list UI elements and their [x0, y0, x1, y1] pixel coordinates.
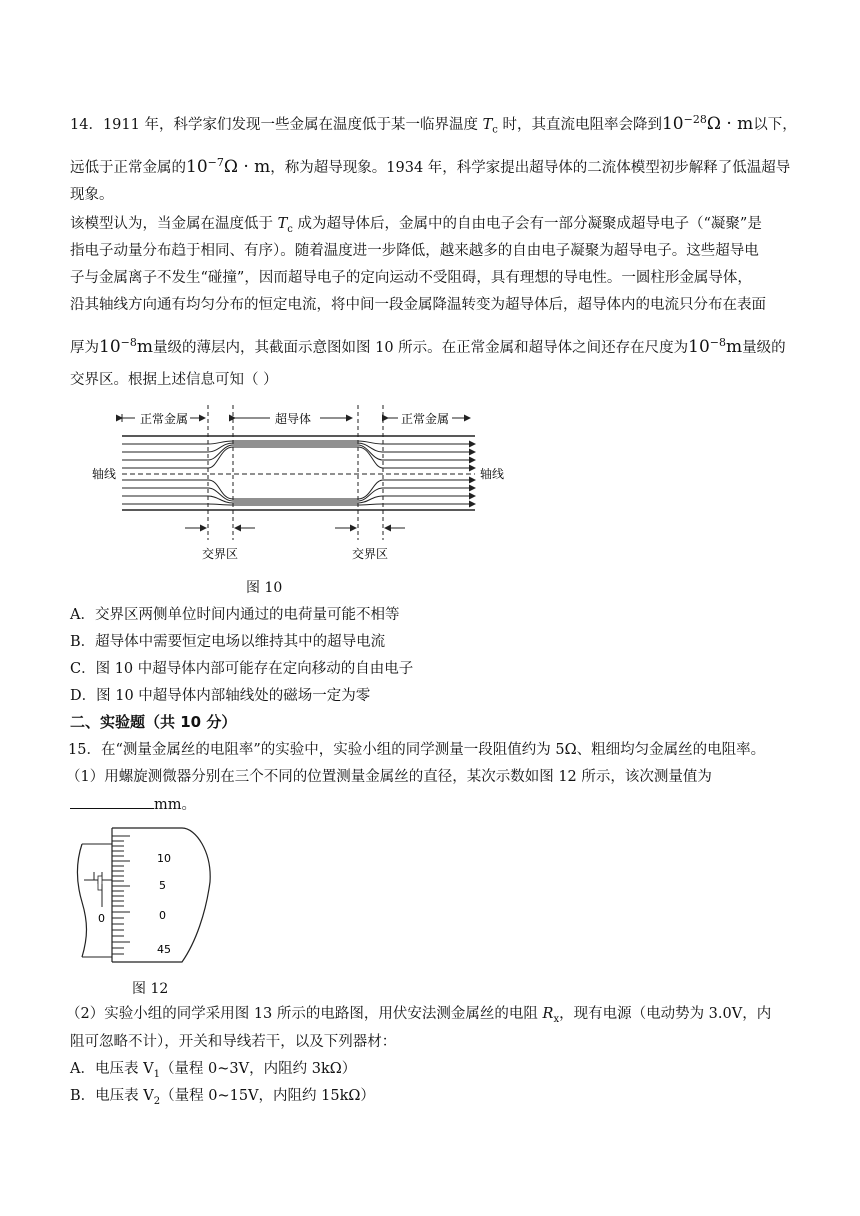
figure-10-caption: 图 10	[246, 580, 283, 596]
text: 远低于正常金属的	[70, 159, 186, 176]
q14-line-7: 沿其轴线方向通有均匀分布的恒定电流，将中间一段金属降温转变为超导体后，超导体内的电流只分布在表面	[70, 297, 766, 313]
q14-line-8	[70, 333, 786, 358]
power-base: 10	[688, 336, 710, 357]
answer-blank[interactable]	[70, 794, 154, 809]
tc-sub: c	[492, 124, 498, 136]
option-b: B．超导体中需要恒定电场以维持其中的超导电流	[70, 634, 386, 650]
text: ，称为超导现象。1934 年，科学家提出超导体的二流体模型初步解释了低温超导	[270, 159, 791, 176]
text: B．电压表 V	[70, 1088, 154, 1104]
q15-part-2-line-2: 阻可忽略不计），开关和导线若干，以及下列器材：	[70, 1034, 397, 1050]
q14-line-4	[70, 214, 762, 240]
thimble-tick-5: 5	[159, 879, 166, 892]
power-exponent: −7	[207, 156, 224, 169]
power-exponent: −8	[709, 336, 727, 349]
q14-line-1	[70, 110, 797, 141]
power-base: 10	[99, 336, 121, 357]
boundary-label-right: 交界区	[352, 547, 389, 561]
q14-line-3: 现象。	[70, 187, 114, 203]
text: 该模型认为，当金属在温度低于	[70, 216, 278, 232]
unit: m	[136, 336, 153, 357]
subscript: 2	[153, 1095, 161, 1107]
text: 厚为	[70, 339, 99, 356]
tc-symbol: T	[482, 116, 493, 133]
text: A．电压表 V	[70, 1061, 154, 1077]
section-2-title: 二、实验题（共 10 分）	[70, 713, 237, 731]
subscript: 1	[153, 1068, 160, 1080]
power-exponent: −28	[683, 113, 707, 126]
option-d: D．图 10 中超导体内部轴线处的磁场一定为零	[70, 688, 371, 704]
label-normal-metal-left: 正常金属	[140, 412, 189, 426]
axis-label-left: 轴线	[92, 467, 117, 481]
text: 成为超导体后，金属中的自由电子会有一部分凝聚成超导电子（“凝聚”是	[292, 216, 762, 232]
unit: Ω · m	[706, 113, 754, 134]
text: ，现有电源（电动势为 3.0V，内	[559, 1006, 772, 1022]
sleeve-zero-label: 0	[98, 912, 105, 925]
tc-sub: c	[287, 223, 293, 235]
figure-12-caption: 图 12	[132, 981, 169, 997]
thimble-tick-0: 0	[159, 909, 166, 922]
thimble-tick-10: 10	[157, 852, 171, 865]
q15-intro: 15．在“测量金属丝的电阻率”的实验中，实验小组的同学测量一段阻值约为 5Ω、粗细均匀金属丝的电阻率。	[68, 742, 766, 758]
q14-line-6: 子与金属离子不发生“碰撞”，因而超导电子的定向运动不受阻碍，具有理想的导电性。一圆柱形金属导体，	[70, 270, 752, 286]
power-exponent: −8	[120, 336, 137, 349]
unit: Ω · m	[223, 156, 271, 177]
option-a: A．交界区两侧单位时间内通过的电荷量可能不相等	[70, 607, 400, 623]
rx-sub: x	[553, 1013, 560, 1025]
q14-line-2	[70, 153, 790, 178]
q15-part-1-answer	[70, 794, 196, 815]
label-normal-metal-right: 正常金属	[401, 412, 450, 426]
power-base: 10	[186, 156, 208, 177]
option-c: C．图 10 中超导体内部可能存在定向移动的自由电子	[70, 661, 414, 677]
text: 以下，	[753, 116, 797, 133]
text: 14．1911 年，科学家们发现一些金属在温度低于某一临界温度	[70, 116, 483, 133]
equipment-a	[70, 1059, 356, 1085]
text: （量程 0~3V，内阻约 3kΩ）	[159, 1061, 357, 1077]
power-base: 10	[661, 113, 684, 134]
text: （量程 0~15V，内阻约 15kΩ）	[160, 1088, 375, 1104]
thimble-tick-45: 45	[157, 943, 171, 956]
axis-label-right: 轴线	[480, 467, 505, 481]
label-superconductor: 超导体	[275, 412, 312, 426]
rx-symbol: R	[542, 1006, 554, 1022]
q14-line-9: 交界区。根据上述信息可知（ ）	[70, 372, 278, 388]
text: （2）实验小组的同学采用图 13 所示的电路图，用伏安法测金属丝的电阻	[66, 1006, 543, 1022]
q15-part-2	[66, 1004, 771, 1030]
unit: m	[726, 336, 743, 357]
text: 量级的薄层内，其截面示意图如图 10 所示。在正常金属和超导体之间还存在尺度为	[152, 339, 689, 356]
unit: mm。	[154, 797, 196, 813]
equipment-b	[70, 1086, 375, 1112]
tc-symbol: T	[277, 216, 288, 232]
q15-part-1: （1）用螺旋测微器分别在三个不同的位置测量金属丝的直径，某次示数如图 12 所示，该次测量值为	[66, 769, 712, 785]
boundary-label-left: 交界区	[202, 547, 239, 561]
figure-12-micrometer	[72, 822, 222, 967]
q14-line-5: 指电子动量分布趋于相同、有序）。随着温度进一步降低，越来越多的自由电子凝聚为超导电子。这些超导电	[70, 243, 759, 259]
text: 时，其直流电阻率会降到	[497, 116, 662, 133]
figure-10-superconductor-diagram	[90, 400, 510, 575]
text: 量级的	[742, 339, 786, 356]
